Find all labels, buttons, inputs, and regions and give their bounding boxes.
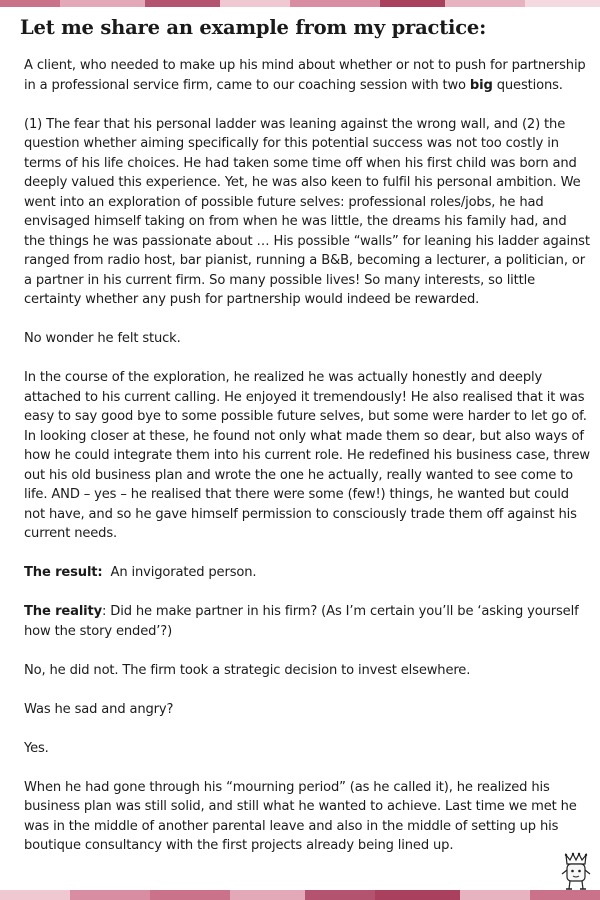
crowned-figure-icon <box>558 852 594 892</box>
paragraph-stuck: No wonder he felt stuck. <box>24 331 181 346</box>
paragraph-question: Was he sad and angry? <box>24 701 174 717</box>
paragraph-intro <box>24 56 590 95</box>
paragraph-exploration: In the course of the exploration, he realized he was actually honestly and deeply attached to his current calling. He enjoyed it tremendously! He also realised that it was easy to say good bye to some possible future selves, but some were harder to let go of. In looking closer at these, he found not only what made them so dear, but also ways of how he could integrate them into his current role. He redefined his business case, threw out his old business plan and wrote the one he actually, really wanted to see come to life. AND – yes – he realised that there were some (few!) things, he wanted but could not have, and so he gave himself permission to consciously trade them off against his current needs. <box>24 370 590 541</box>
paragraph-conclusion: When he had gone through his “mourning period” (as he called it), he realized his business plan was still solid, and still what he wanted to achieve. Last time we met he was in the middle of another parental leave and also in the middle of setting up his boutique consultancy with the first projects already being lined up. <box>24 779 577 853</box>
article-body <box>24 56 590 875</box>
paragraph-result <box>24 563 590 583</box>
bottom-decorative-stripe <box>0 890 600 900</box>
result-text: An invigorated person. <box>102 565 257 580</box>
paragraph-intro-end: questions. <box>492 77 563 93</box>
paragraph-intro-bold: big <box>469 77 493 93</box>
result-label: The result: <box>24 565 103 580</box>
reality-label: The reality <box>24 604 102 619</box>
paragraph-answer: Yes. <box>24 740 49 756</box>
paragraph-intro-text: A client, who needed to make up his mind about whether or not to push for partnership in a professional service firm, came to our coaching session with two <box>24 58 586 93</box>
paragraph-questions: (1) The fear that his personal ladder was leaning against the wrong wall, and (2) the question whether aiming specifically for this potential success was not too costly in terms of his life choices. He had taken some time off when his first child was born and deeply valued this experience. Yet, he was also keen to fulfil his personal ambition. We went into an exploration of possible future selves: professional roles/jobs, he had envisaged himself taking on from when he was little, the dreams his family had, and the things he was passionate about … His possible “walls” for leaning his ladder against ranged from radio host, bar pianist, running a B&B, becoming a lecturer, a politician, or a partner in his current firm. So many possible lives! So many interests, so little certainty whether any push for partnership would indeed be rewarded. <box>24 116 590 307</box>
paragraph-outcome: No, he did not. The firm took a strategic decision to invest elsewhere. <box>24 662 471 678</box>
paragraph-reality <box>24 602 590 641</box>
top-decorative-stripe <box>0 0 600 7</box>
page-title: Let me share an example from my practice: <box>20 16 487 39</box>
reality-text: : Did he make partner in his firm? (As I’m certain you’ll be ‘asking yourself how the story ended’?) <box>24 604 579 639</box>
